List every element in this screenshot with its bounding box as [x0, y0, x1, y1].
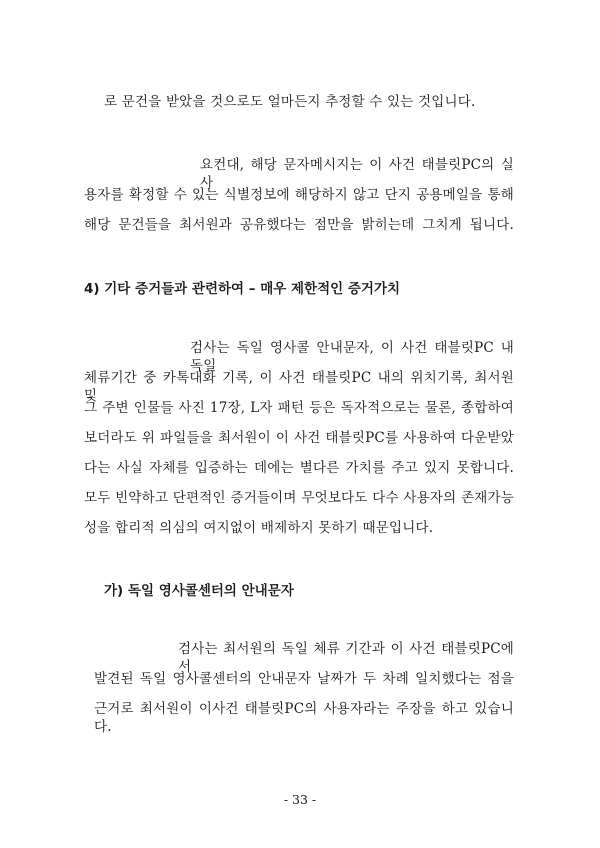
text-line: 다는 사실 자체를 입증하는 데에는 별다른 가치를 주고 있지 못합니다.: [84, 460, 514, 476]
text-line: 성을 합리적 의심의 여지없이 배제하지 못하기 때문입니다.: [84, 520, 434, 536]
section-heading: 4) 기타 증거들과 관련하여 – 매우 제한적인 증거가치: [84, 281, 401, 297]
text-line: 모두 빈약하고 단편적인 증거들이며 무엇보다도 다수 사용자의 존재가능: [84, 490, 514, 506]
text-line: 발견된 독일 영사콜센터의 안내문자 날짜가 두 차례 일치했다는 점을: [94, 671, 514, 687]
text-line: 해당 문건들을 최서원과 공유했다는 점만을 밝히는데 그치게 됩니다.: [84, 217, 514, 233]
text-line: 요컨대, 해당 문자메시지는 이 사건 태블릿PC의 실사: [200, 157, 514, 191]
text-line: 체류기간 중 카톡대화 기록, 이 사건 태블릿PC 내의 위치기록, 최서원 및: [84, 370, 514, 404]
text-line: 그 주변 인물들 사진 17장, L자 패턴 등은 독자적으로는 물론, 종합하여: [84, 400, 514, 416]
text-line: 근거로 최서원이 이사건 태블릿PC의 사용자라는 주장을 하고 있습니다.: [94, 701, 514, 735]
text-line: 로 문건을 받았을 것으로도 얼마든지 추정할 수 있는 것입니다.: [104, 94, 476, 110]
page-number: - 33 -: [283, 792, 317, 807]
text-line: 용자를 확정할 수 있는 식별정보에 해당하지 않고 단지 공용메일을 통해: [84, 187, 514, 203]
text-line: 검사는 독일 영사콜 안내문자, 이 사건 태블릿PC 내 독일: [190, 340, 514, 374]
text-line: 보더라도 위 파일들을 최서원이 이 사건 태블릿PC를 사용하여 다운받았: [84, 430, 514, 446]
text-line: 검사는 최서원의 독일 체류 기간과 이 사건 태블릿PC에서: [178, 641, 514, 675]
subsection-heading: 가) 독일 영사콜센터의 안내문자: [104, 583, 294, 599]
